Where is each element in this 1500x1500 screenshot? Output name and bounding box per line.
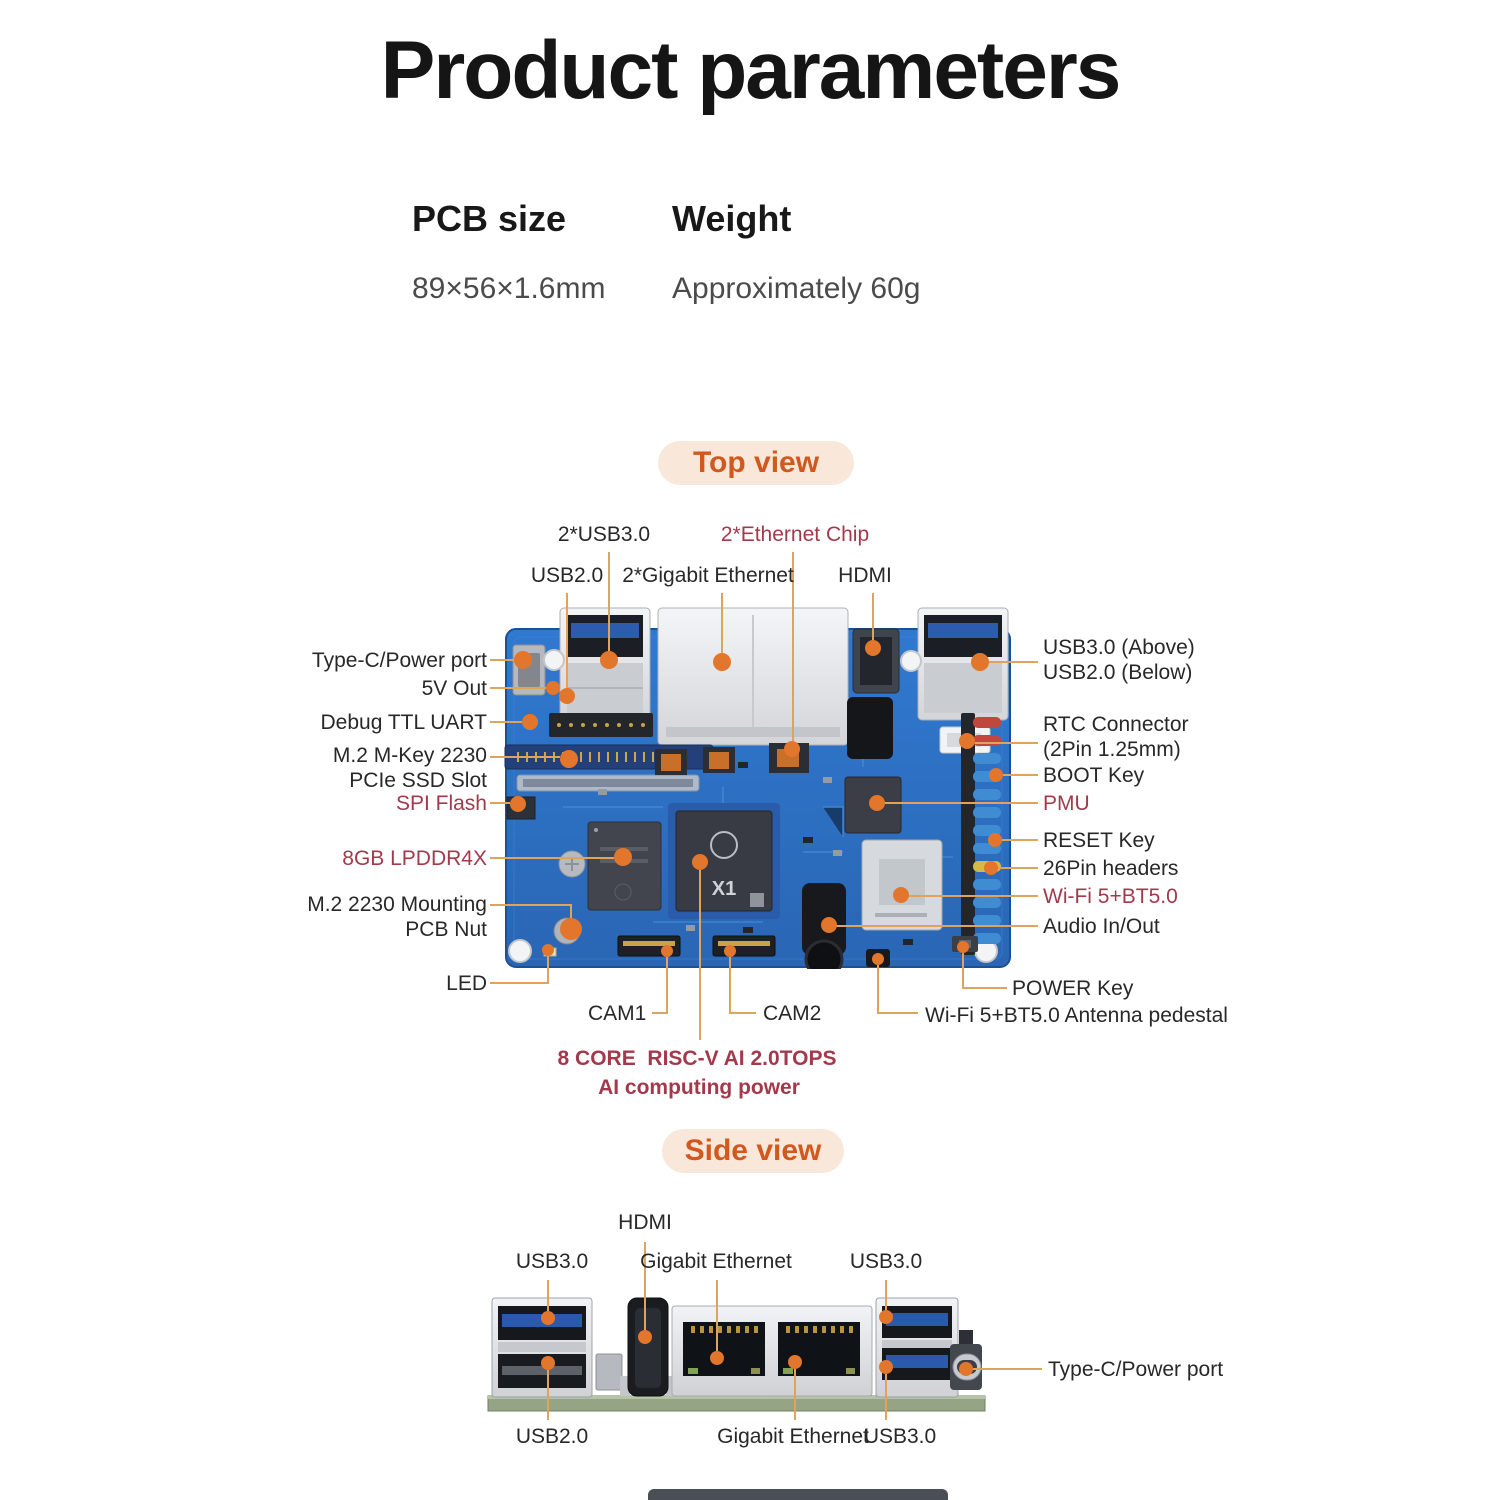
- label-power-key: POWER Key: [1012, 977, 1134, 1000]
- callout-antenna: [878, 965, 918, 1013]
- spi-flash-chip: [507, 797, 535, 819]
- cam2-connector: [713, 936, 775, 956]
- label-wifi-bt: Wi-Fi 5+BT5.0: [1043, 885, 1178, 908]
- usb3-stack-side: [876, 1298, 958, 1397]
- weight-value: Approximately 60g: [672, 272, 921, 305]
- power-key-component: [952, 936, 978, 952]
- label-26pin-headers: 26Pin headers: [1043, 857, 1179, 880]
- soc-marking: X1: [711, 878, 737, 900]
- label-side-usb3-left: USB3.0: [515, 1250, 589, 1273]
- label-hdmi-top: HDMI: [838, 564, 892, 587]
- dual-ethernet-side: [672, 1306, 872, 1396]
- pmu-chip: [845, 777, 901, 833]
- label-ai-power: AI computing power: [598, 1076, 800, 1099]
- label-rtc-line1: RTC Connector: [1043, 713, 1189, 736]
- ram-chip: [588, 822, 661, 910]
- label-side-hdmi: HDMI: [618, 1211, 672, 1234]
- cam1-connector: [618, 936, 680, 956]
- label-usb3-usb2-right: [1043, 635, 1195, 685]
- top-view-badge: Top view: [658, 441, 854, 485]
- pcb-edge: [488, 1396, 985, 1411]
- m2-screw: [559, 851, 585, 877]
- label-spi-flash: SPI Flash: [395, 792, 487, 815]
- label-antenna-pedestal: Wi-Fi 5+BT5.0 Antenna pedestal: [925, 1004, 1228, 1027]
- label-rtc-line2: (2Pin 1.25mm): [1043, 738, 1181, 761]
- label-audio: Audio In/Out: [1043, 915, 1160, 938]
- usb3-stack-port: [560, 608, 650, 720]
- label-cam1: CAM1: [588, 1002, 647, 1025]
- led-component: [544, 948, 556, 956]
- label-5v-out: 5V Out: [421, 677, 487, 700]
- label-side-usb3-bottom: USB3.0: [863, 1425, 937, 1448]
- next-image-edge: [648, 1489, 948, 1500]
- label-boot-key: BOOT Key: [1043, 764, 1145, 787]
- label-gigabit-ethernet: 2*Gigabit Ethernet: [622, 564, 794, 587]
- antenna-connector: [866, 949, 890, 967]
- label-usb2-top: USB2.0: [530, 564, 604, 587]
- label-led: LED: [446, 972, 487, 995]
- top-view-board-image: [503, 607, 1013, 969]
- label-side-gbe-bottom: Gigabit Ethernet: [717, 1425, 869, 1448]
- label-mounting-nut-line2: PCB Nut: [405, 918, 487, 941]
- side-view-badge: Side view: [662, 1129, 844, 1173]
- debug-header-strip: [549, 713, 653, 737]
- page-title: Product parameters: [380, 25, 1120, 116]
- label-mounting-nut-line1: M.2 2230 Mounting: [307, 893, 487, 916]
- label-cam2: CAM2: [763, 1002, 822, 1025]
- weight-label: Weight: [672, 198, 792, 239]
- label-reset-key: RESET Key: [1043, 829, 1155, 852]
- side-view-board-image: [485, 1290, 1005, 1415]
- pcb-size-value: 89×56×1.6mm: [412, 272, 606, 305]
- label-lpddr: 8GB LPDDR4X: [342, 847, 487, 870]
- small-connector-side: [596, 1354, 622, 1390]
- label-usb2-below: USB2.0 (Below): [1043, 661, 1193, 684]
- label-m2-slot: [333, 743, 487, 793]
- mounting-nut: [554, 918, 580, 944]
- label-usb3-top: 2*USB3.0: [557, 523, 651, 546]
- usb3-usb2-stack-side: [492, 1298, 592, 1397]
- wifi-module: [862, 840, 942, 930]
- label-debug-uart: Debug TTL UART: [320, 711, 487, 734]
- dual-ethernet-port: [658, 608, 848, 745]
- label-type-c: Type-C/Power port: [311, 649, 487, 672]
- audio-jack: [802, 883, 846, 969]
- label-ai-core: 8 CORE RISC-V AI 2.0TOPS: [557, 1047, 837, 1070]
- label-side-usb2: USB2.0: [515, 1425, 589, 1448]
- label-pmu: PMU: [1043, 792, 1090, 815]
- label-side-usb3-right: USB3.0: [849, 1250, 923, 1273]
- label-rtc: [1043, 712, 1189, 762]
- hdmi-side: [620, 1298, 676, 1396]
- pcb-size-label: PCB size: [412, 198, 567, 239]
- label-side-gbe-top: Gigabit Ethernet: [640, 1250, 792, 1273]
- label-usb3-above: USB3.0 (Above): [1043, 636, 1195, 659]
- type-c-port: [513, 645, 545, 695]
- usb3-usb2-stack-port: [918, 608, 1008, 720]
- soc-chip: [668, 803, 780, 919]
- label-ethernet-chip: 2*Ethernet Chip: [720, 523, 870, 546]
- label-side-type-c: Type-C/Power port: [1048, 1358, 1224, 1381]
- label-m2-slot-line1: M.2 M-Key 2230: [332, 744, 487, 767]
- label-m2-slot-line2: PCIe SSD Slot: [349, 769, 487, 792]
- label-mounting-nut: [307, 892, 487, 942]
